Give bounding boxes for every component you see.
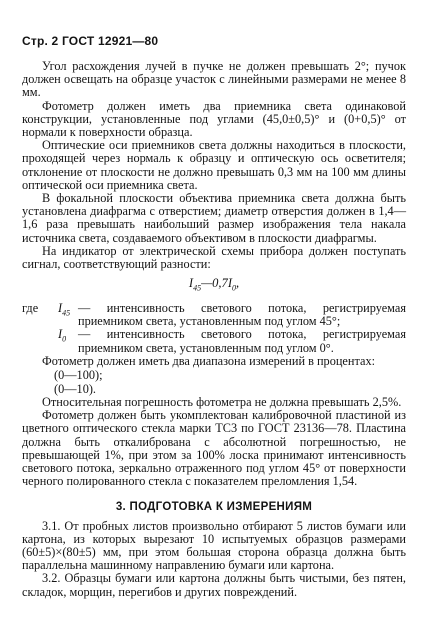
where-item-0 (22, 328, 406, 354)
paragraph-3-2: 3.2. Образцы бумаги или картона должны быть чистыми, без пятен, складок, морщин, перегибов и других повреждений. (22, 571, 406, 599)
paragraph-3-1: 3.1. От пробных листов произвольно отбирают 5 листов бумаги или картона, из которых вырезают 10 испытуемых образцов размерами (60±5)×(80±5) мм, при этом большая сторона образца должна быть параллельна машинному направлению бумаги или картона. (22, 518, 406, 573)
page-header: Стр. 2 ГОСТ 12921—80 (22, 34, 159, 48)
paragraph-relative-error: Относительная погрешность фотометра не должна превышать 2,5%. (42, 394, 402, 409)
formula-symbol-2: I (227, 276, 232, 291)
formula-subscript-2: 0 (231, 283, 236, 293)
section-title: 3. ПОДГОТОВКА К ИЗМЕРЕНИЯМ (115, 501, 313, 514)
paragraph-ranges-intro: Фотометр должен иметь два диапазона измерений в процентах: (42, 353, 376, 368)
paragraph-receivers: Фотометр должен иметь два приемника света одинаковой конструкции, установленные под углами (45,0±0,5)° и (0+0,5)° от нормали к поверхности образца. (22, 98, 406, 140)
range-item: (0—100); (54, 367, 103, 382)
where-item-45 (22, 302, 406, 328)
ranges-list (54, 368, 406, 396)
formula-symbol-1: I (188, 276, 194, 291)
formula-middle: —0,7 (201, 276, 228, 291)
document-body (22, 60, 406, 599)
formula-end: , (235, 276, 240, 291)
formula-difference (22, 277, 406, 295)
symbol-i0: $I_0$ (58, 327, 67, 344)
paragraph-calibration-plate: Фотометр должен быть укомплектован калибровочной пластиной из цветного оптического стекла марки ТС3 по ГОСТ 23136—78. Пластина должна быть откалиброванa с абсолютной погрешностью, не превышающей 1%, при этом за 100% лоска принимают интенсивность светового потока, зеркально отраженного под углом 45° от поверхности черного полированного стекла с показателем преломления 1,54. (22, 408, 406, 489)
paragraph-beam-divergence: Угол расхождения лучей в пучке не должен превышать 2°; пучок должен освещать на образце участок с линейными размерами не менее 8 мм. (22, 59, 406, 100)
paragraph-optical-axes: Оптические оси приемников света должны находиться в плоскости, проходящей через нормаль к образцу и оптическую ось осветителя; отклонение от плоскости не должно превышать 0,3 мм на 100 мм длины оптической оси приемника света. (22, 138, 406, 192)
paragraph-indicator-signal: На индикатор от электрической схемы прибора должен поступать сигнал, соответствующий разности: (22, 243, 406, 272)
paragraph-diaphragm: В фокальной плоскости объектива приемника света должна быть установлена диафрагма с отверстием; диаметр отверстия должен в 1,4—1,6 раза превышать наибольший размер изображения тела накала источника света, создаваемого объективом в плоскости диафрагмы. (22, 191, 406, 245)
range-item: (0—10). (54, 381, 97, 396)
definition-i0: — интенсивность светового потока, регистрируемая приемником света, установленным под углом 0°. (78, 327, 406, 355)
symbol-i45: $I_{45}$ (58, 300, 71, 318)
where-word: где (22, 300, 39, 315)
formula-subscript-1: 45 (193, 283, 202, 293)
definition-i45: — интенсивность светового потока, регистрируемая приемником света, установленным под углом 45°; (78, 300, 406, 329)
